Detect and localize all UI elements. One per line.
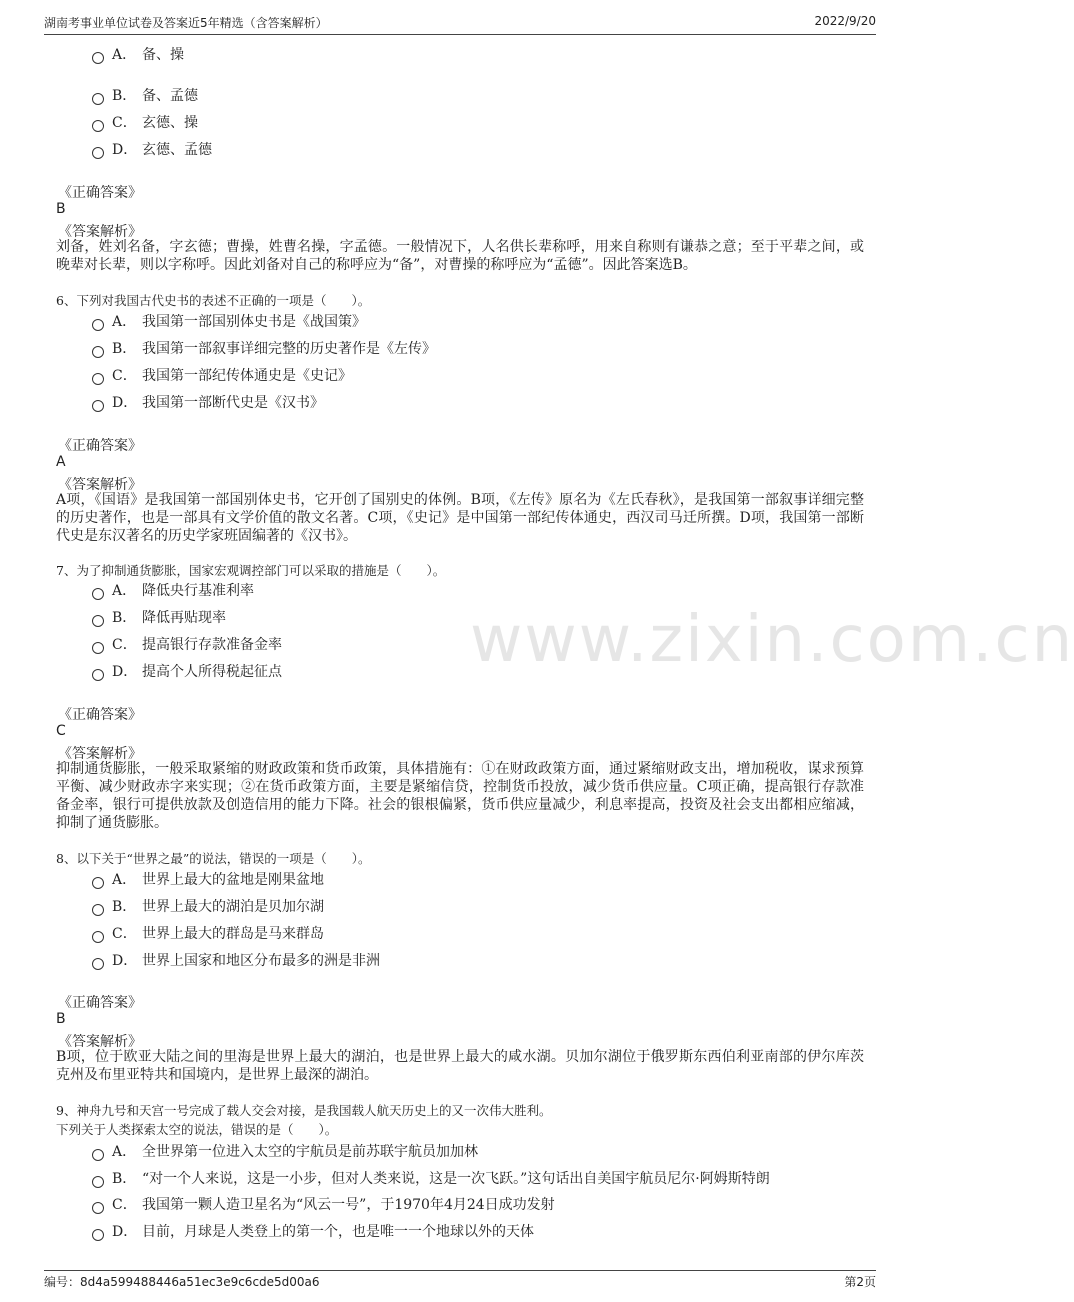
option-q5-a[interactable]: A． 备、操 bbox=[92, 45, 184, 65]
radio-icon[interactable] bbox=[92, 346, 104, 358]
analysis-text: 刘备，姓刘名备，字玄德；曹操，姓曹名操，字孟德。一般情况下，人名供长辈称呼，用来自称则有谦恭之意；至于平辈之间，或晚辈对长辈，则以字称呼。因此刘备对自己的称呼应为“备”，对曹操的称呼应为“孟德”。因此答案选B。 bbox=[56, 239, 864, 273]
radio-icon[interactable] bbox=[92, 669, 104, 681]
radio-icon[interactable] bbox=[92, 1202, 104, 1214]
option-q9-a[interactable]: A． 全世界第一位进入太空的宇航员是前苏联宇航员加加林 bbox=[92, 1142, 478, 1162]
question-9-line1: 9、神舟九号和天宫一号完成了载人交会对接，是我国载人航天历史上的又一次伟大胜利。 bbox=[56, 1103, 552, 1118]
document-date: 2022/9/20 bbox=[814, 14, 876, 28]
analysis-label: 《答案解析》 bbox=[58, 224, 142, 240]
option-q7-a[interactable]: A． 降低央行基准利率 bbox=[92, 581, 254, 601]
analysis-label: 《答案解析》 bbox=[58, 1034, 142, 1050]
analysis-text: 抑制通货膨胀，一般采取紧缩的财政政策和货币政策，具体措施有：①在财政政策方面，通过紧缩财政支出，增加税收，谋求预算平衡、减少财政赤字来实现；②在货币政策方面，主要是紧缩信贷，控制货币投放，减少货币供应量。C项正确，提高银行存款准备金率，银行可提供放款及创造信用的能力下降。社会的银根偏紧，货币供应量减少，利息率提高，投资及社会支出都相应缩减，抑制了通货膨胀。 bbox=[56, 761, 864, 831]
watermark: www.zixin.com.cn bbox=[470, 603, 1074, 677]
radio-icon[interactable] bbox=[92, 1229, 104, 1241]
question-6: 6、下列对我国古代史书的表述不正确的一项是（ ）。 bbox=[56, 293, 371, 308]
radio-icon[interactable] bbox=[92, 877, 104, 889]
option-q5-b[interactable]: B． 备、孟德 bbox=[92, 86, 198, 106]
correct-answer-value: B bbox=[56, 201, 66, 217]
option-q8-b[interactable]: B． 世界上最大的湖泊是贝加尔湖 bbox=[92, 897, 324, 917]
option-q8-d[interactable]: D． 世界上国家和地区分布最多的洲是非洲 bbox=[92, 951, 380, 971]
option-q6-a[interactable]: A． 我国第一部国别体史书是《战国策》 bbox=[92, 312, 366, 332]
radio-icon[interactable] bbox=[92, 958, 104, 970]
correct-answer-label: 《正确答案》 bbox=[58, 438, 142, 454]
analysis-text: B项，位于欧亚大陆之间的里海是世界上最大的湖泊，也是世界上最大的咸水湖。贝加尔湖位于俄罗斯东西伯利亚南部的伊尔库茨克州及布里亚特共和国境内，是世界上最深的湖泊。 bbox=[56, 1049, 864, 1083]
option-q5-d[interactable]: D． 玄德、孟德 bbox=[92, 140, 212, 160]
analysis-text: A项，《国语》是我国第一部国别体史书，它开创了国别史的体例。B项，《左传》原名为《左氏春秋》，是我国第一部叙事详细完整的历史著作，也是一部具有文学价值的散文名著。C项，《史记》是中国第一部纪传体通史，西汉司马迁所撰。D项，我国第一部断代史是东汉著名的历史学家班固编著的《汉书》。 bbox=[56, 492, 864, 544]
question-9-line2: 下列关于人类探索太空的说法，错误的是（ ）。 bbox=[56, 1122, 338, 1137]
option-q9-d[interactable]: D． 目前，月球是人类登上的第一个，也是唯一一个地球以外的天体 bbox=[92, 1222, 534, 1242]
radio-icon[interactable] bbox=[92, 147, 104, 159]
page-footer bbox=[44, 1270, 876, 1289]
radio-icon[interactable] bbox=[92, 615, 104, 627]
analysis-label: 《答案解析》 bbox=[58, 477, 142, 493]
document-title: 湖南考事业单位试卷及答案近5年精选（含答案解析） bbox=[44, 16, 328, 30]
option-q5-c[interactable]: C． 玄德、操 bbox=[92, 113, 198, 133]
correct-answer-value: C bbox=[56, 723, 66, 739]
radio-icon[interactable] bbox=[92, 93, 104, 105]
radio-icon[interactable] bbox=[92, 931, 104, 943]
correct-answer-value: B bbox=[56, 1011, 66, 1027]
option-q8-a[interactable]: A． 世界上最大的盆地是刚果盆地 bbox=[92, 870, 324, 890]
option-q6-b[interactable]: B． 我国第一部叙事详细完整的历史著作是《左传》 bbox=[92, 339, 436, 359]
radio-icon[interactable] bbox=[92, 1176, 104, 1188]
analysis-label: 《答案解析》 bbox=[58, 746, 142, 762]
option-q7-b[interactable]: B． 降低再贴现率 bbox=[92, 608, 226, 628]
radio-icon[interactable] bbox=[92, 52, 104, 64]
radio-icon[interactable] bbox=[92, 642, 104, 654]
option-q9-b[interactable]: B． “对一个人来说，这是一小步，但对人类来说，这是一次飞跃。”这句话出自美国宇航员尼尔·阿姆斯特朗 bbox=[92, 1169, 770, 1189]
correct-answer-value: A bbox=[56, 454, 66, 470]
option-q7-d[interactable]: D． 提高个人所得税起征点 bbox=[92, 662, 282, 682]
question-8: 8、以下关于“世界之最”的说法，错误的一项是（ ）。 bbox=[56, 851, 371, 866]
page-number: 第2页 bbox=[844, 1275, 876, 1289]
radio-icon[interactable] bbox=[92, 400, 104, 412]
correct-answer-label: 《正确答案》 bbox=[58, 995, 142, 1011]
option-q6-d[interactable]: D． 我国第一部断代史是《汉书》 bbox=[92, 393, 324, 413]
option-q6-c[interactable]: C． 我国第一部纪传体通史是《史记》 bbox=[92, 366, 352, 386]
radio-icon[interactable] bbox=[92, 588, 104, 600]
option-q7-c[interactable]: C． 提高银行存款准备金率 bbox=[92, 635, 282, 655]
radio-icon[interactable] bbox=[92, 904, 104, 916]
page-header bbox=[44, 12, 876, 35]
radio-icon[interactable] bbox=[92, 373, 104, 385]
correct-answer-label: 《正确答案》 bbox=[58, 707, 142, 723]
document-code: 编号：8d4a599488446a51ec3e9c6cde5d00a6 bbox=[44, 1275, 320, 1289]
option-q8-c[interactable]: C． 世界上最大的群岛是马来群岛 bbox=[92, 924, 324, 944]
radio-icon[interactable] bbox=[92, 319, 104, 331]
radio-icon[interactable] bbox=[92, 1149, 104, 1161]
option-q9-c[interactable]: C． 我国第一颗人造卫星名为“风云一号”，于1970年4月24日成功发射 bbox=[92, 1195, 555, 1215]
question-7: 7、为了抑制通货膨胀，国家宏观调控部门可以采取的措施是（ ）。 bbox=[56, 563, 446, 578]
radio-icon[interactable] bbox=[92, 120, 104, 132]
correct-answer-label: 《正确答案》 bbox=[58, 185, 142, 201]
